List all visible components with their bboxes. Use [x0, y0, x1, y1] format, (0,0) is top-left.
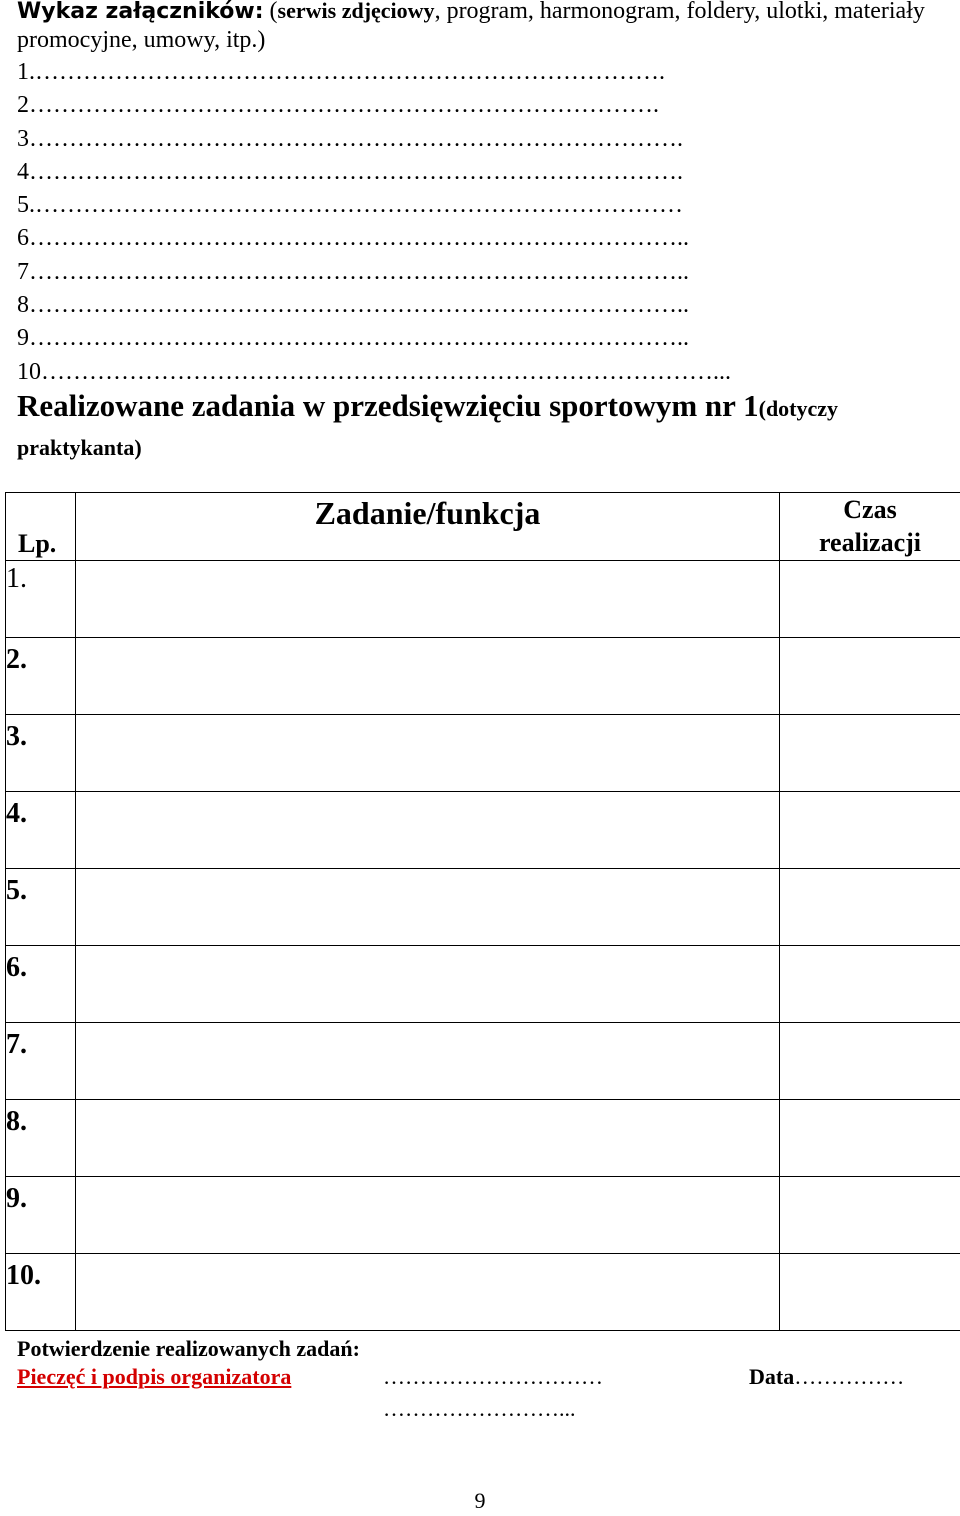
attachment-line: 5.……………………………………………………………………… [17, 189, 937, 222]
row-number: 1. [6, 561, 76, 638]
header-time-line2: realizacji [780, 526, 960, 559]
time-cell[interactable] [780, 869, 960, 946]
header-time [780, 493, 960, 561]
date-label: Data [749, 1364, 794, 1389]
row-number: 2. [6, 638, 76, 715]
row-number: 3. [6, 715, 76, 792]
signature-field-line2[interactable]: ……………………... [383, 1394, 576, 1424]
intro-bold-item: serwis zdjęciowy [278, 0, 435, 23]
row-number: 7. [6, 1023, 76, 1100]
table-row [6, 869, 960, 946]
header-lp: Lp. [6, 493, 76, 561]
time-cell[interactable] [780, 561, 960, 638]
signature-field-line1[interactable]: ………………………… [383, 1362, 603, 1392]
task-cell[interactable] [76, 1100, 780, 1177]
intro-rest: , program, harmonogram, foldery, ulotki, materiały promocyjne, umowy, itp.) [17, 0, 925, 53]
table-row [6, 1023, 960, 1100]
time-cell[interactable] [780, 946, 960, 1023]
row-number: 4. [6, 792, 76, 869]
attachment-line: 10…………………………………………………………………………... [17, 356, 937, 389]
table-row [6, 946, 960, 1023]
table-row [6, 792, 960, 869]
attachments-intro [17, 0, 947, 55]
attachments-title: Wykaz załączników: [17, 0, 264, 24]
table-header-row [6, 493, 960, 561]
table-row [6, 1177, 960, 1254]
time-cell[interactable] [780, 1254, 960, 1331]
attachment-line: 4………………………………………………………………………. [17, 156, 937, 189]
row-number: 10. [6, 1254, 76, 1331]
task-cell[interactable] [76, 561, 780, 638]
header-time-line1: Czas [780, 493, 960, 526]
section-heading [17, 388, 947, 469]
task-cell[interactable] [76, 792, 780, 869]
time-cell[interactable] [780, 715, 960, 792]
table-row [6, 561, 960, 638]
task-cell[interactable] [76, 1254, 780, 1331]
time-cell[interactable] [780, 1100, 960, 1177]
attachment-line: 8……………………………………………………………………….. [17, 289, 937, 322]
task-cell[interactable] [76, 1023, 780, 1100]
table-row [6, 1254, 960, 1331]
row-number: 9. [6, 1177, 76, 1254]
time-cell[interactable] [780, 792, 960, 869]
table-row [6, 715, 960, 792]
attachment-line: 6……………………………………………………………………….. [17, 222, 937, 255]
attachment-line: 9……………………………………………………………………….. [17, 322, 937, 355]
table-row [6, 638, 960, 715]
row-number: 6. [6, 946, 76, 1023]
header-task: Zadanie/funkcja [76, 493, 780, 561]
time-cell[interactable] [780, 638, 960, 715]
task-cell[interactable] [76, 946, 780, 1023]
tasks-table [5, 492, 960, 1331]
time-cell[interactable] [780, 1177, 960, 1254]
attachment-line: 2……………………………………………………………………. [17, 89, 937, 122]
table-row [6, 1100, 960, 1177]
attachment-line: 3………………………………………………………………………. [17, 123, 937, 156]
task-cell[interactable] [76, 869, 780, 946]
organizer-stamp-label: Pieczęć i podpis organizatora [17, 1362, 291, 1392]
section-heading-note: (dotyczy praktykanta) [17, 396, 838, 460]
task-cell[interactable] [76, 638, 780, 715]
row-number: 5. [6, 869, 76, 946]
attachment-line: 7……………………………………………………………………….. [17, 256, 937, 289]
row-number: 8. [6, 1100, 76, 1177]
attachments-list [17, 56, 937, 389]
page-number: 9 [0, 1486, 960, 1516]
attachment-line: 1.……………………………………………………………………. [17, 56, 937, 89]
section-heading-main: Realizowane zadania w przedsięwzięciu sportowym nr 1 [17, 388, 759, 423]
task-cell[interactable] [76, 1177, 780, 1254]
date-dots: …………… [794, 1364, 904, 1389]
date-field[interactable] [749, 1362, 904, 1392]
task-cell[interactable] [76, 715, 780, 792]
confirmation-label: Potwierdzenie realizowanych zadań: [17, 1334, 360, 1364]
time-cell[interactable] [780, 1023, 960, 1100]
intro-paren-open: ( [264, 0, 278, 24]
